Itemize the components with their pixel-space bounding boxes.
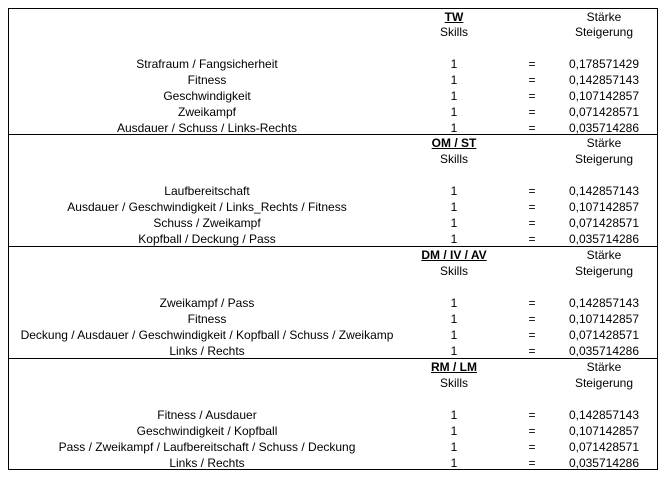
section-tw [9, 9, 657, 135]
skill-count: 1 [450, 312, 458, 326]
section-title: OM / ST [431, 136, 477, 150]
section-dm-iv-av [9, 246, 657, 358]
section-title: RM / LM [431, 360, 477, 374]
equals-sign: = [528, 440, 536, 454]
equals-sign: = [528, 121, 536, 135]
skill-value: 0,035714286 [568, 121, 640, 135]
skill-name: Pass / Zweikampf / Laufbereitschaft / Schuss / Deckung [58, 440, 356, 454]
skill-count: 1 [450, 408, 458, 422]
equals-sign: = [528, 424, 536, 438]
header-staerke: Stärke [586, 248, 622, 262]
equals-sign: = [528, 105, 536, 119]
skill-value: 0,142857143 [568, 73, 640, 87]
skill-count: 1 [450, 232, 458, 246]
skill-value: 0,107142857 [568, 200, 640, 214]
header-steigerung: Steigerung [574, 264, 634, 278]
skill-name: Laufbereitschaft [164, 184, 250, 198]
section-om-st [9, 134, 657, 246]
skill-count: 1 [450, 89, 458, 103]
skill-count: 1 [450, 328, 458, 342]
skill-name: Geschwindigkeit / Kopfball [136, 424, 278, 438]
skill-count: 1 [450, 296, 458, 310]
equals-sign: = [528, 408, 536, 422]
skill-value: 0,107142857 [568, 424, 640, 438]
skill-count: 1 [450, 57, 458, 71]
skill-name: Fitness / Ausdauer [157, 408, 257, 422]
section-rm-lm [9, 358, 657, 470]
skill-value: 0,107142857 [568, 89, 640, 103]
header-steigerung: Steigerung [574, 152, 634, 166]
skill-name: Kopfball / Deckung / Pass [138, 232, 276, 246]
section-title: TW [444, 10, 464, 24]
skill-value: 0,107142857 [568, 312, 640, 326]
equals-sign: = [528, 184, 536, 198]
header-staerke: Stärke [586, 10, 622, 24]
skill-count: 1 [450, 216, 458, 230]
skill-value: 0,071428571 [568, 105, 640, 119]
equals-sign: = [528, 89, 536, 103]
header-steigerung: Steigerung [574, 25, 634, 39]
equals-sign: = [528, 232, 536, 246]
skill-count: 1 [450, 73, 458, 87]
skill-count: 1 [450, 105, 458, 119]
skill-count: 1 [450, 121, 458, 135]
equals-sign: = [528, 73, 536, 87]
skill-count: 1 [450, 184, 458, 198]
section-title: DM / IV / AV [421, 248, 487, 262]
skill-name: Ausdauer / Schuss / Links-Rechts [116, 121, 298, 135]
section-subtitle: Skills [439, 25, 468, 39]
equals-sign: = [528, 57, 536, 71]
skill-name: Links / Rechts [169, 456, 245, 470]
skill-value: 0,071428571 [568, 216, 640, 230]
skill-count: 1 [450, 456, 458, 470]
spreadsheet [8, 8, 658, 470]
skill-value: 0,071428571 [568, 328, 640, 342]
header-staerke: Stärke [586, 360, 622, 374]
equals-sign: = [528, 296, 536, 310]
equals-sign: = [528, 344, 536, 358]
skill-name: Schuss / Zweikampf [153, 216, 261, 230]
skill-value: 0,142857143 [568, 408, 640, 422]
section-subtitle: Skills [439, 152, 468, 166]
equals-sign: = [528, 200, 536, 214]
equals-sign: = [528, 328, 536, 342]
equals-sign: = [528, 456, 536, 470]
skill-name: Fitness [187, 73, 227, 87]
skill-value: 0,035714286 [568, 344, 640, 358]
skill-count: 1 [450, 200, 458, 214]
skill-value: 0,071428571 [568, 440, 640, 454]
skill-count: 1 [450, 440, 458, 454]
equals-sign: = [528, 312, 536, 326]
skill-value: 0,035714286 [568, 456, 640, 470]
skill-name: Ausdauer / Geschwindigkeit / Links_Rechts / Fitness [67, 200, 347, 214]
skill-name: Links / Rechts [169, 344, 245, 358]
skill-name: Strafraum / Fangsicherheit [136, 57, 278, 71]
section-subtitle: Skills [439, 376, 468, 390]
equals-sign: = [528, 216, 536, 230]
skill-count: 1 [450, 424, 458, 438]
section-subtitle: Skills [439, 264, 468, 278]
skill-value: 0,178571429 [568, 57, 640, 71]
skill-name: Zweikampf / Pass [159, 296, 255, 310]
skill-name: Deckung / Ausdauer / Geschwindigkeit / Kopfball / Schuss / Zweikamp [20, 328, 394, 342]
skill-name: Fitness [187, 312, 227, 326]
skill-name: Geschwindigkeit [163, 89, 251, 103]
skill-count: 1 [450, 344, 458, 358]
header-steigerung: Steigerung [574, 376, 634, 390]
skill-value: 0,035714286 [568, 232, 640, 246]
header-staerke: Stärke [586, 136, 622, 150]
skill-name: Zweikampf [177, 105, 236, 119]
skill-value: 0,142857143 [568, 296, 640, 310]
skill-value: 0,142857143 [568, 184, 640, 198]
